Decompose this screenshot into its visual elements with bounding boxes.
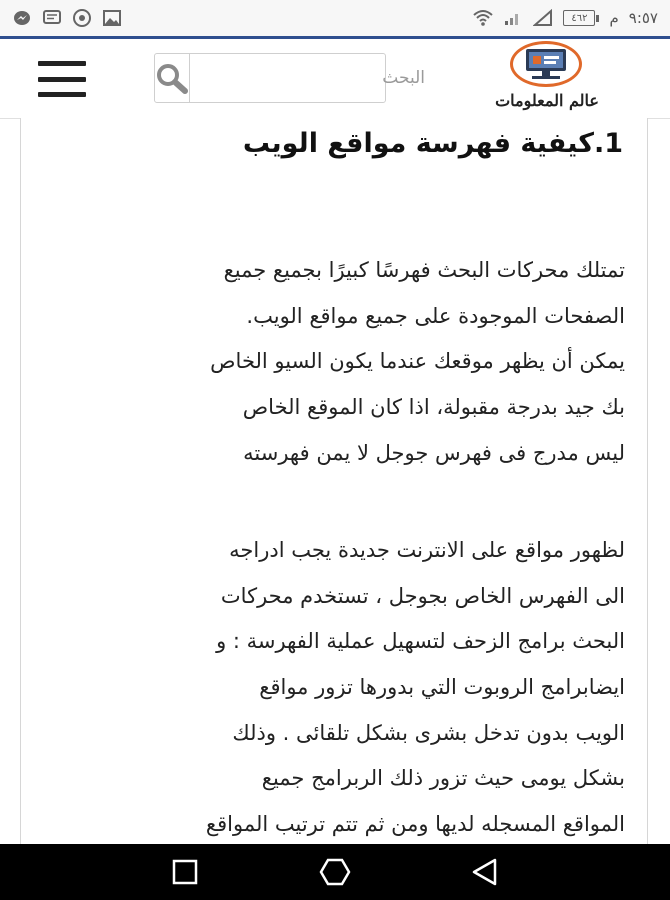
article-content xyxy=(20,118,648,844)
signal-icon xyxy=(503,9,523,27)
paragraph-line: الويب بدون تدخل بشرى بشكل تلقائى . وذلك xyxy=(232,720,625,745)
paragraph-line: البحث برامج الزحف لتسهيل عملية الفهرسة : و xyxy=(216,629,625,654)
back-icon xyxy=(470,857,500,887)
site-header xyxy=(0,39,670,119)
menu-icon-bar xyxy=(38,92,86,97)
menu-icon-bar xyxy=(38,61,86,66)
site-logo[interactable] xyxy=(478,41,618,117)
menu-button[interactable] xyxy=(38,61,86,97)
status-time: ٩:٥٧ xyxy=(628,9,658,27)
search-form xyxy=(154,53,386,103)
menu-icon-bar xyxy=(38,77,86,82)
search-button[interactable] xyxy=(155,54,190,102)
battery-level: ٤٦٢ xyxy=(563,10,595,26)
status-bar-system xyxy=(473,9,658,27)
paragraph-line: المواقع المسجله لديها ومن ثم تتم ترتيب المواقع xyxy=(205,812,625,837)
paragraph-line: الى الفهرس الخاص بجوجل ، تستخدم محركات xyxy=(220,583,625,608)
paragraph-line: لظهور مواقع على الانترنت جديدة يجب ادراجه xyxy=(229,538,625,562)
home-icon xyxy=(319,857,351,887)
paragraph-line: ايضابرامج الروبوت التي بدورها تزور مواقع xyxy=(259,675,625,700)
paragraph-line: ليس مدرج فى فهرس جوجل لا يمن فهرسته xyxy=(243,440,625,465)
article-title: 1.كيفية فهرسة مواقع الويب xyxy=(242,128,623,159)
paragraph-line: يمكن أن يظهر موقعك عندما يكون السيو الخاص xyxy=(210,349,625,374)
message-icon xyxy=(42,9,62,27)
recent-apps-button[interactable] xyxy=(165,852,205,892)
image-icon xyxy=(102,9,122,27)
article-paragraph xyxy=(45,528,625,844)
status-period: م xyxy=(609,9,619,27)
app-icon xyxy=(72,9,92,27)
recent-apps-icon xyxy=(171,858,199,886)
status-bar xyxy=(0,0,670,36)
back-button[interactable] xyxy=(465,852,505,892)
home-button[interactable] xyxy=(315,852,355,892)
search-input[interactable] xyxy=(190,54,441,102)
search-icon xyxy=(155,62,189,94)
article-paragraph xyxy=(45,248,625,476)
battery-icon xyxy=(563,10,599,26)
messenger-icon xyxy=(12,9,32,27)
monitor-icon xyxy=(522,47,570,81)
logo-emblem xyxy=(510,41,582,87)
paragraph-line: بك جيد بدرجة مقبولة، اذا كان الموقع الخاص xyxy=(242,395,625,420)
paragraph-line: تمتلك محركات البحث فهرسًا كبيرًا بجميع جميع xyxy=(223,258,625,282)
signal-icon xyxy=(533,9,553,27)
status-bar-notifications xyxy=(12,9,122,27)
paragraph-line: بشكل يومى حيث تزور ذلك الربرامج جميع xyxy=(261,766,625,791)
logo-text: عالم المعلومات xyxy=(495,91,599,110)
paragraph-line: الصفحات الموجودة على جميع مواقع الويب. xyxy=(246,303,625,328)
wifi-icon xyxy=(473,9,493,27)
android-nav-bar xyxy=(0,844,670,900)
